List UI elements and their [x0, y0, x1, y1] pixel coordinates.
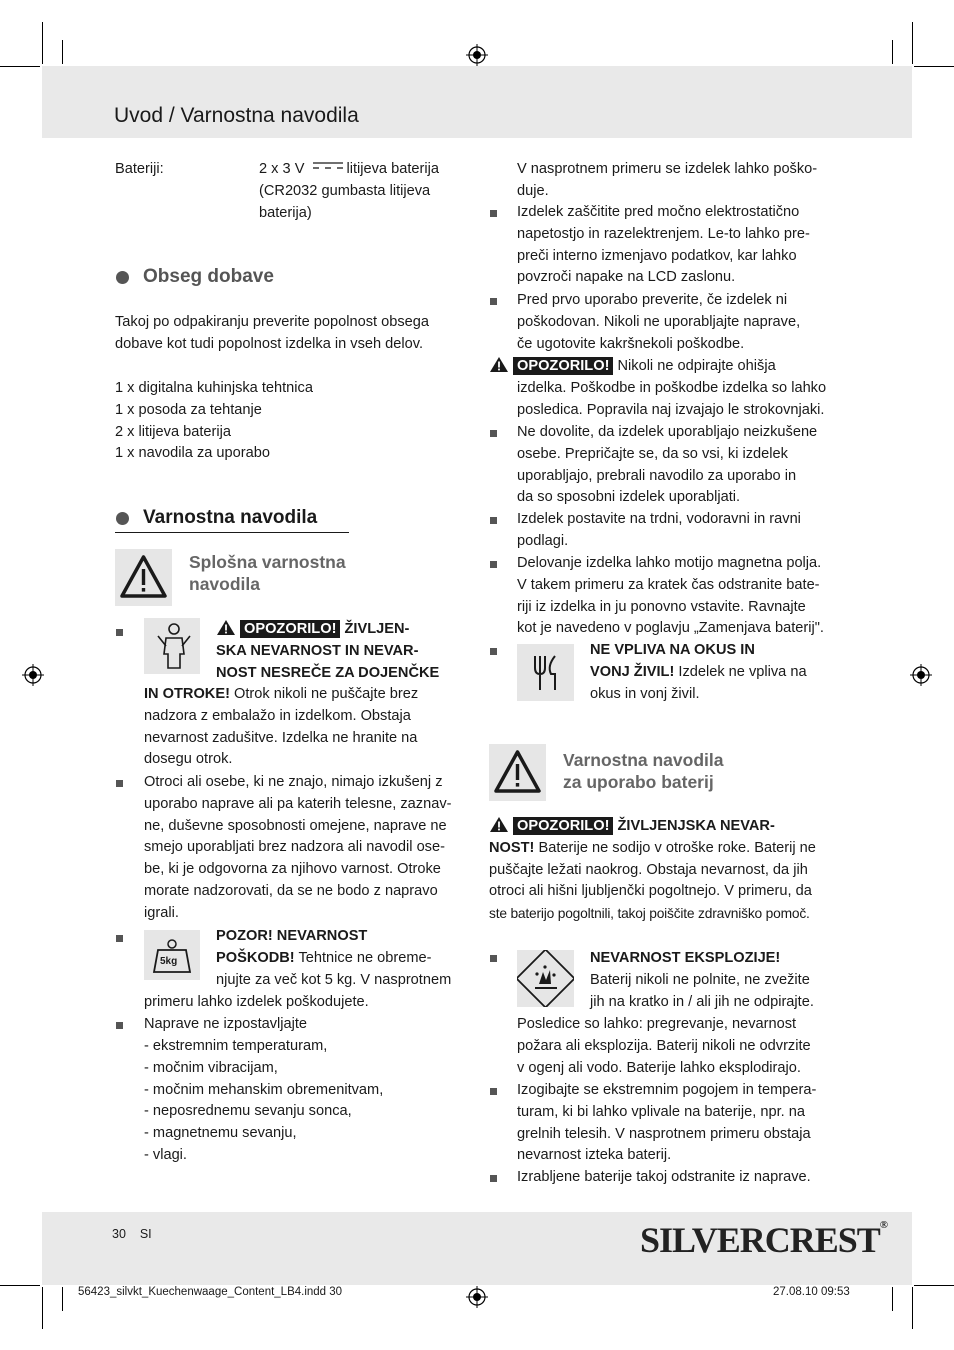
- warning-triangle-icon: [115, 549, 172, 606]
- explosion-icon: [517, 950, 574, 1007]
- damage-warning-cont: primeru lahko izdelek poškodujete.: [144, 994, 369, 1010]
- housing-warning: OPOZORILO! Nikoli ne odpirajte ohišja: [489, 356, 849, 378]
- explosion-warning: NEVARNOST EKSPLOZIJE! Baterij nikoli ne polnite, ne zvežite jih na kratko in / ali jih ne odpirajte.: [590, 950, 814, 1010]
- weight-icon-box: [144, 930, 200, 980]
- warning-label: OPOZORILO!: [240, 620, 340, 638]
- bullet-square: [116, 1022, 123, 1029]
- scope-list: [115, 378, 313, 465]
- registration-mark-icon: [466, 44, 488, 66]
- bullet-square: [116, 629, 123, 636]
- scope-text: Takoj po odpakiranju preverite popolnost obsega dobave kot tudi popolnost izdelka in vseh delov.: [115, 314, 429, 352]
- print-date: 27.08.10 09:53: [773, 1286, 850, 1298]
- explosion-icon-box: [517, 950, 574, 1007]
- warning-icon-box: [115, 549, 172, 606]
- warning-triangle-icon: [489, 744, 546, 801]
- bullet-square: [490, 648, 497, 655]
- housing-warning-cont: izdelka. Poškodbe in poškodbe izdelka so lahko posledica. Popravila naj izvajajo le strokovnjaki.: [517, 380, 827, 418]
- list-item: Naprave ne izpostavljajte: [144, 1016, 308, 1032]
- bullet-square: [490, 430, 497, 437]
- scope-heading: Obseg dobave: [143, 266, 274, 287]
- crop-mark: [892, 1287, 893, 1311]
- list-item: Pred prvo uporabo preverite, če izdelek ni poškodovan. Nikoli ne uporabljajte naprave, če ugotovite kakršnekoli poškodbe.: [517, 292, 801, 352]
- warning-icon-box: [489, 744, 546, 801]
- section-bullet: [116, 512, 129, 525]
- page-number: 30 SI: [112, 1227, 152, 1241]
- warning-triangle-icon: [489, 816, 509, 833]
- bullet-square: [490, 298, 497, 305]
- battery-warning: OPOZORILO! ŽIVLJENJSKA NEVAR- NOST! Baterije ne sodijo v otroške roke. Baterij ne puščajte ležati naokrog. Obstaja nevarnost, da jih otroci ali hišni ljubljenčki pogoltnejo. V primeru, da ste baterijo pogoltnili, takoj poiščite zdravniško pomoč.: [489, 818, 816, 922]
- bullet-square: [116, 780, 123, 787]
- crop-mark: [42, 22, 43, 64]
- registration-mark-icon: [22, 664, 44, 686]
- safety-heading: Varnostna navodila: [143, 507, 318, 528]
- list-item: Delovanje izdelka lahko motijo magnetna polja. V takem primeru za kratek čas odstranite bate- riji iz izdelka in ju ponovno vstavite. Ravnajte kot je navedeno v poglavju „Zamenjava baterij".: [517, 555, 824, 637]
- crop-mark: [892, 40, 893, 64]
- section-bullet: [116, 271, 129, 284]
- list-item: 1 x navodila za uporabo: [115, 445, 270, 462]
- list-item: 1 x digitalna kuhinjska tehtnica: [115, 380, 313, 396]
- dc-symbol-icon: [313, 161, 343, 171]
- crop-mark: [62, 40, 63, 64]
- bullet-square: [490, 517, 497, 524]
- child-hazard-text: IN OTROKE! Otrok nikoli ne puščajte brez nadzora z embalažo in izdelkom. Obstaja nevarnost zadušitve. Izdelka ne hranite na dosegu otrok.: [144, 686, 419, 768]
- bullet-square: [116, 935, 123, 942]
- registration-mark-icon: [466, 1286, 488, 1308]
- bullet-square: [490, 1088, 497, 1095]
- list-item: 1 x posoda za tehtanje: [115, 401, 262, 418]
- bullet-square: [490, 210, 497, 217]
- list-item: Izrabljene baterije takoj odstranite iz naprave.: [517, 1169, 811, 1185]
- list-item: 2 x litijeva baterija: [115, 423, 231, 440]
- child-hazard-icon: [144, 618, 200, 674]
- battery-safety-heading: Varnostna navodila za uporabo baterij: [563, 750, 724, 792]
- weight-icon-label: 5kg: [160, 956, 178, 967]
- batteries-value: 2 x 3 V litijeva baterija (CR2032 gumbasta litijeva baterija): [259, 161, 439, 221]
- crop-mark: [0, 66, 40, 67]
- explosion-warning-cont: Posledice so lahko: pregrevanje, nevarnost požara ali eksplozija. Baterij nikoli ne odvrzite v ogenj ali vodo. Baterije lahko eksplodirajo.: [517, 1016, 811, 1076]
- registration-mark-icon: [910, 664, 932, 686]
- brand-logo: SILVERCREST®: [640, 1219, 888, 1260]
- heading-underline: [115, 532, 349, 533]
- food-icon-box: [517, 644, 574, 701]
- crop-mark: [42, 1287, 43, 1329]
- damage-warning: POZOR! NEVARNOST POŠKODB! Tehtnice ne obreme- njujte za več kot 5 kg. V nasprotnem: [216, 928, 452, 988]
- bullet-square: [490, 1175, 497, 1182]
- list-item: Otroci ali osebe, ki ne znajo, nimajo izkušenj z uporabo naprave ali pa katerih telesne, zaznav- ne, duševne sposobnosti omejene, naprave ne smejo uporabljati brez nadzora ali navodil ose- be, ki je odgovorna za njihovo varnost. Otroke morate nadzorovati, da se ne bodo z napravo igrali.: [144, 774, 452, 921]
- crop-mark: [912, 22, 913, 64]
- page-title: Uvod / Varnostna navodila: [114, 104, 359, 127]
- crop-mark: [912, 1287, 913, 1329]
- crop-mark: [62, 1287, 63, 1311]
- warning-triangle-icon: [489, 356, 509, 373]
- child-hazard-warning: OPOZORILO! ŽIVLJEN- SKA NEVARNOST IN NEVAR- NOST NESREČE ZA DOJENČKE: [216, 621, 440, 681]
- child-hazard-icon-box: [144, 618, 200, 674]
- file-name: 56423_silvkt_Kuechenwaage_Content_LB4.indd 30: [78, 1286, 343, 1298]
- list-item: Ne dovolite, da izdelek uporabljajo neizkušene osebe. Prepričajte se, da so vsi, ki izdelek uporabljajo, prebrali navodilo za uporabo in da so sposobni izdelek uporabljati.: [517, 424, 818, 506]
- crop-mark: [914, 1285, 954, 1286]
- crop-mark: [914, 66, 954, 67]
- bullet-square: [490, 955, 497, 962]
- warning-label: OPOZORILO!: [513, 357, 613, 375]
- list-item: Izdelek postavite na trdni, vodoravni in ravni podlagi.: [517, 511, 801, 549]
- sub-list: - ekstremnim temperaturam, - močnim vibracijam, - močnim mehanskim obremenitvam, - neposrednemu sevanju sonca, - magnetnemu sevanju, - vlagi.: [144, 1038, 384, 1163]
- cutlery-icon: [517, 644, 574, 701]
- weight-icon: [144, 930, 200, 980]
- warning-label: OPOZORILO!: [513, 817, 613, 835]
- list-item: Izdelek zaščitite pred močno elektrostatično napetostjo in razelektrenjem. Le-to lahko pre- preči interno izmenjavo podatkov, kar lahko povzroči napake na LCD zaslonu.: [517, 204, 810, 286]
- warning-triangle-icon: [216, 619, 236, 636]
- crop-mark: [0, 1285, 40, 1286]
- list-item: Izogibajte se ekstremnim pogojem in tempera- turam, ki bi lahko vplivale na baterije, npr. na grelnih telesih. V nasprotnem primeru obstaja nevarnost izteka baterij.: [517, 1082, 817, 1164]
- batteries-label: Bateriji:: [115, 161, 164, 177]
- general-safety-heading: Splošna varnostna navodila: [189, 552, 346, 594]
- continued-text: V nasprotnem primeru se izdelek lahko poško- duje.: [517, 161, 818, 199]
- food-notice: NE VPLIVA NA OKUS IN VONJ ŽIVIL! Izdelek ne vpliva na okus in vonj živil.: [590, 642, 807, 702]
- bullet-square: [490, 561, 497, 568]
